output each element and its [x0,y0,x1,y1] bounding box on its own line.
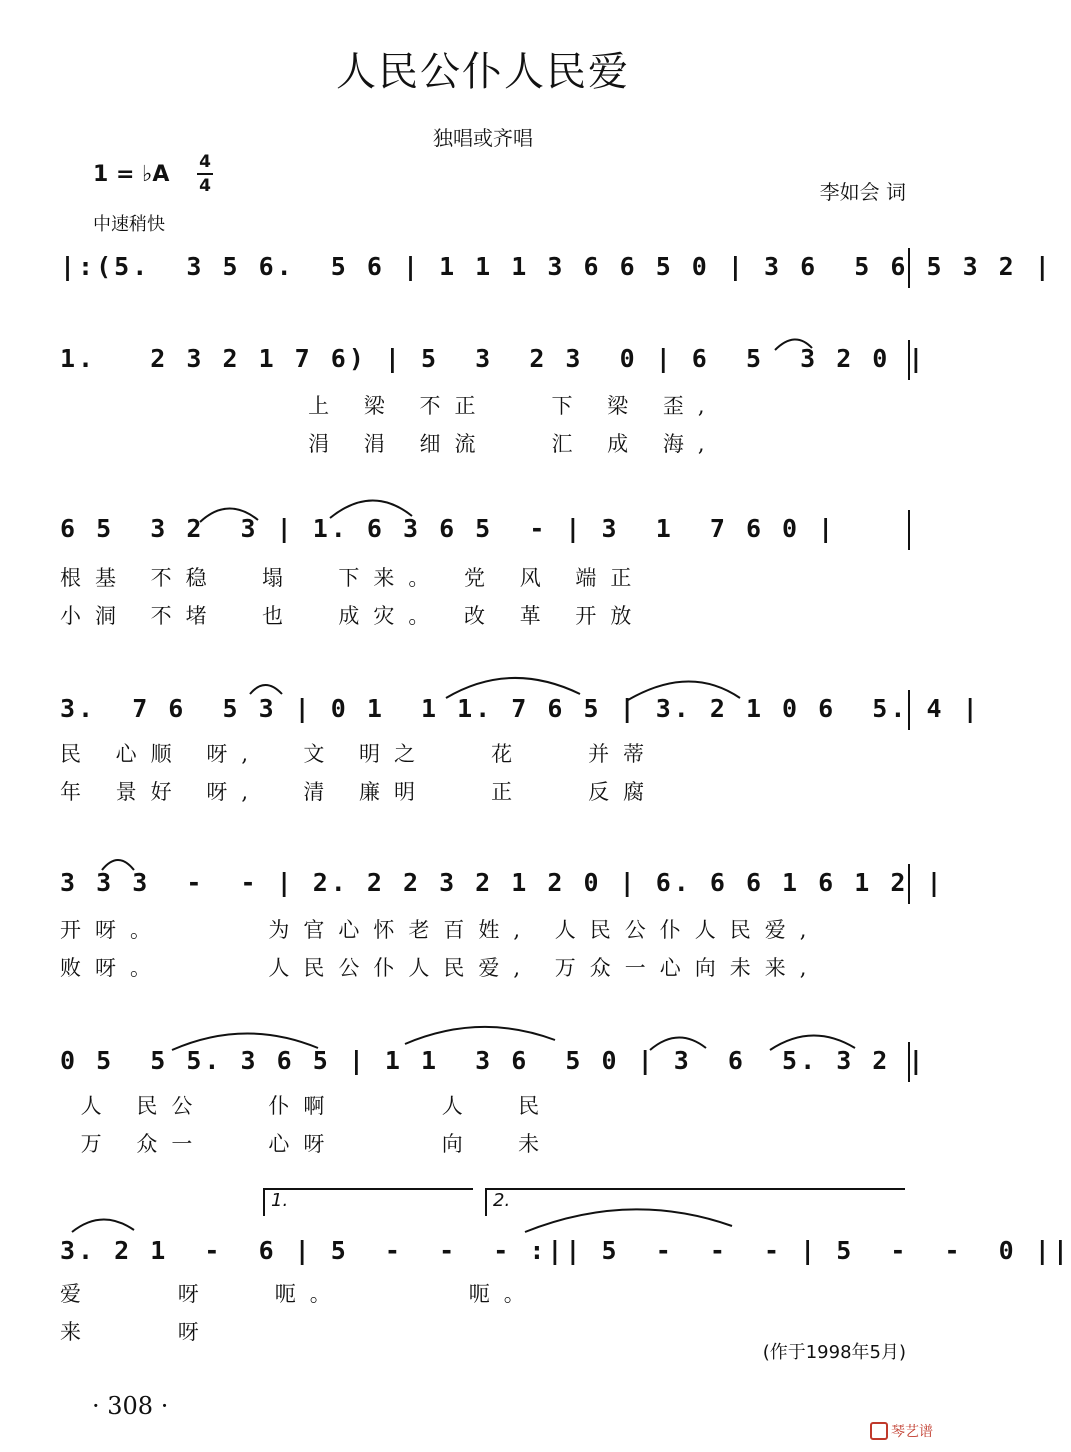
notation-line: 6 5 3 2 3 | 1. 6 3 6 5 - | 3 1 7 6 0 | [60,514,837,543]
notation-line: |:(5. 3 5 6. 5 6 | 1 1 1 3 6 6 5 0 | 3 6 5 6 5 3 2 | [60,252,1053,281]
slur [775,339,812,350]
lyrics-verse-1: 根基 不稳 塌 下来。 党 风 端正 [60,566,646,590]
second-ending-label: 2. [493,1190,511,1211]
notation-line: 3. 2 1 - 6 | 5 - - - :|| 5 - - - | 5 - - 0 || [60,1236,1071,1265]
slur [525,1209,732,1232]
slur [330,500,412,518]
lyrics-verse-1: 人 民公 仆啊 人 民 [60,1094,554,1118]
lyricist-credit: 李如会 词 [819,180,906,204]
slur [172,1033,318,1050]
lyrics-verse-1: 开呀。 为官心怀老百姓, 人民公仆人民爱, [60,918,821,942]
tempo-marking: 中速稍快 [93,214,165,235]
lyrics-verse-2: 涓 涓 细流 汇 成 海, [60,432,719,456]
slur [102,860,134,870]
slur [200,508,258,522]
lyrics-verse-2: 小洞 不堵 也 成灾。 改 革 开放 [60,604,646,628]
lyrics-verse-2: 万 众一 心呀 向 未 [60,1132,554,1156]
lyrics-verse-2: 败呀。 人民公仆人民爱, 万众一心向未来, [60,956,821,980]
lyrics-verse-2: 来 呀 [60,1320,213,1344]
notation-line: 3. 7 6 5 3 | 0 1 1 1. 7 6 5 | 3. 2 1 0 6 5. 4 | [60,694,981,723]
logo-icon [870,1422,888,1440]
slur [650,1037,706,1050]
slur [250,685,282,694]
song-title: 人民公仆人民爱 [336,49,630,95]
notation-line: 3 3 3 - - | 2. 2 2 3 2 1 2 0 | 6. 6 6 1 6 1 2 | [60,868,945,897]
key-signature: 1 = ♭A [93,162,170,187]
notation-line: 0 5 5 5. 3 6 5 | 1 1 3 6 5 0 | 3 6 5. 3 2 | [60,1046,927,1075]
lyrics-verse-1: 上 梁 不正 下 梁 歪, [60,394,719,418]
slur [72,1219,134,1232]
notation-line: 1. 2 3 2 1 7 6) | 5 3 2 3 0 | 6 5 3 2 0 | [60,344,927,373]
composition-date: (作于1998年5月) [762,1342,906,1363]
site-logo [870,1418,960,1444]
lyrics-verse-2: 年 景好 呀, 清 廉明 正 反腐 [60,780,659,804]
slur [405,1027,555,1044]
time-signature-top: 4 [199,152,211,172]
slur [628,681,740,700]
lyrics-verse-1: 民 心顺 呀, 文 明之 花 并蒂 [60,742,659,766]
slur [770,1035,855,1050]
performance-style: 独唱或齐唱 [433,126,533,150]
first-ending-label: 1. [271,1190,289,1211]
time-signature-bottom: 4 [199,176,211,196]
logo-text: 琴艺谱 [891,1424,933,1440]
slur [446,678,580,698]
lyrics-verse-1: 爱 呀 呃。 呃。 [60,1282,539,1306]
page-number: · 308 · [92,1392,169,1420]
